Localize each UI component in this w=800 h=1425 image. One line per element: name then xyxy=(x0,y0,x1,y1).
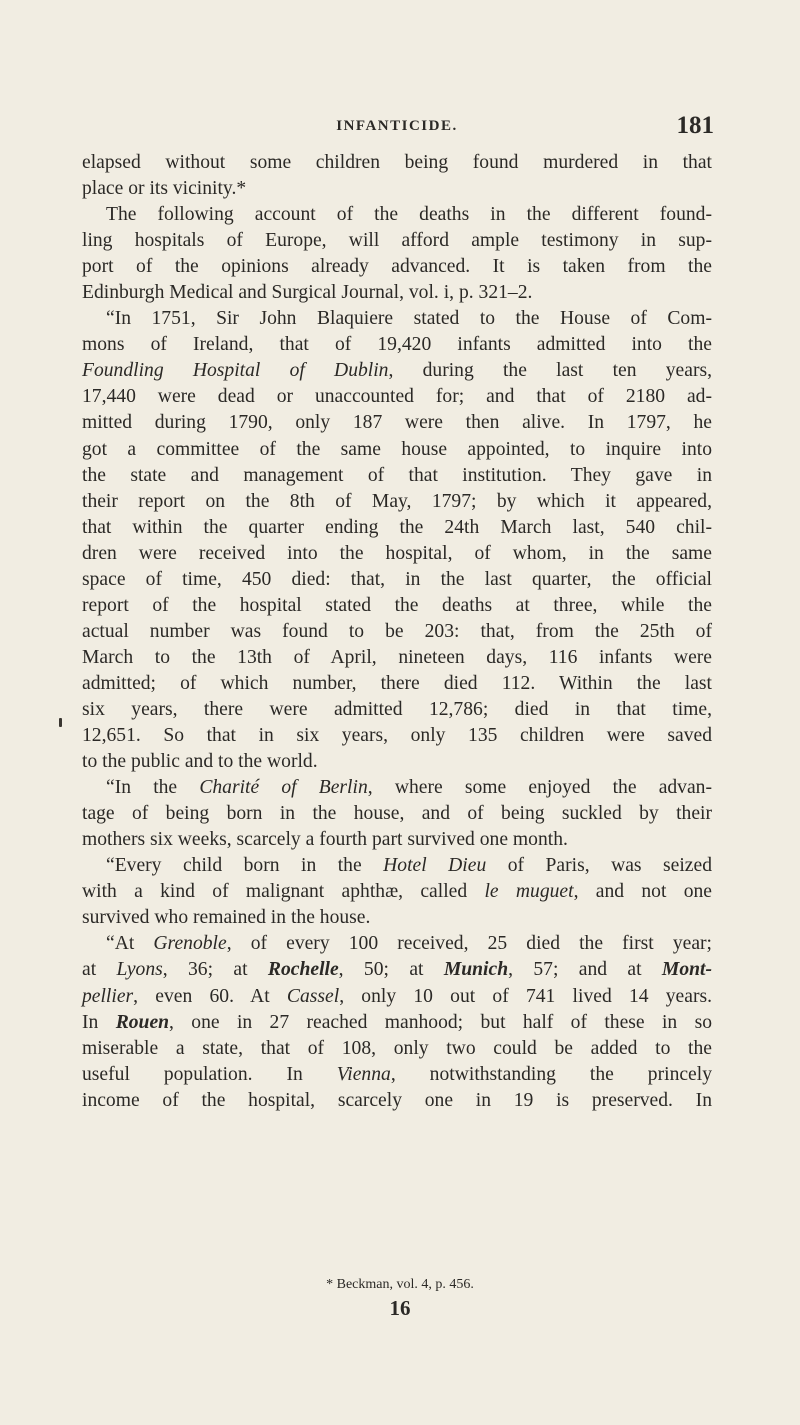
text-line xyxy=(82,228,712,254)
text-run: report of the hospital stated the deaths at three, while the xyxy=(82,594,712,616)
text-line xyxy=(82,306,712,332)
text-line xyxy=(82,905,712,931)
text-run: income of the hospital, scarcely one in 19 is preserved. In xyxy=(82,1089,712,1111)
text-run: “In 1751, Sir John Blaquiere stated to the House of Com- xyxy=(106,308,712,330)
italic-phrase: Vienna xyxy=(336,1063,391,1085)
italic-phrase: Grenoble xyxy=(153,933,227,955)
text-run: mons of Ireland, that of 19,420 infants admitted into the xyxy=(82,334,712,356)
italic-phrase: Foundling Hospital of Dublin xyxy=(82,360,389,382)
text-line xyxy=(82,1088,712,1114)
text-run: dren were received into the hospital, of whom, in the same xyxy=(82,542,712,564)
text-line xyxy=(82,176,712,202)
italic-phrase: Rochelle xyxy=(267,959,339,981)
text-run: useful population. In xyxy=(82,1063,337,1085)
text-run: at xyxy=(82,959,117,981)
text-line xyxy=(82,567,712,593)
italic-phrase: pellier xyxy=(82,985,134,1007)
text-line xyxy=(82,593,712,619)
margin-mark xyxy=(59,718,62,727)
text-line xyxy=(82,984,712,1010)
text-line xyxy=(82,202,712,228)
text-run: , even 60. At xyxy=(133,985,287,1007)
text-line xyxy=(82,489,712,515)
text-run: of Paris, was seized xyxy=(486,855,712,877)
text-line xyxy=(82,723,712,749)
text-run: got a committee of the same house appointed, to inquire into xyxy=(82,438,712,460)
text-run: 17,440 were dead or unaccounted for; and that of 2180 ad- xyxy=(82,386,712,408)
text-run: , where some enjoyed the advan- xyxy=(367,777,712,799)
text-run: March to the 13th of April, nineteen days, 116 infants were xyxy=(82,646,712,668)
text-line xyxy=(82,645,712,671)
text-run: , 57; and at xyxy=(508,959,662,981)
italic-phrase: Charité of Berlin xyxy=(199,777,368,799)
text-run: survived who remained in the house. xyxy=(82,907,371,929)
text-line xyxy=(82,463,712,489)
text-run: space of time, 450 died: that, in the last quarter, the official xyxy=(82,568,712,590)
signature-mark: 16 xyxy=(389,1296,411,1320)
text-line xyxy=(82,931,712,957)
text-run: , only 10 out of 741 lived 14 years. xyxy=(339,985,713,1007)
text-run: , during the last ten years, xyxy=(388,360,712,382)
text-run: to the public and to the world. xyxy=(82,751,318,773)
text-run: the state and management of that institution. They gave in xyxy=(82,464,712,486)
text-line xyxy=(82,775,712,801)
body-text xyxy=(82,150,712,1114)
text-line xyxy=(82,853,712,879)
text-line xyxy=(82,437,712,463)
text-run: six years, there were admitted 12,786; died in that time, xyxy=(82,698,712,720)
text-run: ling hospitals of Europe, will afford ample testimony in sup- xyxy=(82,230,712,252)
page-number: 181 xyxy=(676,112,714,139)
text-line xyxy=(82,1062,712,1088)
text-run: elapsed without some children being found murdered in that xyxy=(82,152,712,173)
text-line xyxy=(82,1010,712,1036)
text-line xyxy=(82,541,712,567)
text-run: place or its vicinity.* xyxy=(82,178,247,200)
text-line xyxy=(82,697,712,723)
running-title: INFANTICIDE. xyxy=(336,118,458,134)
text-run: miserable a state, that of 108, only two could be added to the xyxy=(82,1037,712,1059)
text-run: , 50; at xyxy=(338,959,444,981)
text-line xyxy=(82,358,712,384)
italic-phrase: Cassel xyxy=(286,985,340,1007)
text-line xyxy=(82,827,712,853)
text-run: 12,651. So that in six years, only 135 children were saved xyxy=(82,725,712,747)
text-run: that within the quarter ending the 24th March last, 540 chil- xyxy=(82,516,712,538)
text-line xyxy=(82,254,712,280)
text-line xyxy=(82,619,712,645)
text-run: tage of being born in the house, and of being suckled by their xyxy=(82,803,712,825)
text-run: , and not one xyxy=(573,881,712,903)
running-head xyxy=(82,112,712,138)
text-line xyxy=(82,515,712,541)
text-line xyxy=(82,410,712,436)
text-line xyxy=(82,384,712,410)
text-line xyxy=(82,671,712,697)
italic-phrase: Lyons xyxy=(116,959,163,981)
text-line xyxy=(82,879,712,905)
footnote: * Beckman, vol. 4, p. 456. xyxy=(326,1277,474,1292)
text-line xyxy=(82,150,712,176)
italic-phrase: Munich xyxy=(443,959,509,981)
text-line xyxy=(82,801,712,827)
italic-phrase: Hotel Dieu xyxy=(383,855,487,877)
text-line xyxy=(82,749,712,775)
text-line xyxy=(82,332,712,358)
text-run: admitted; of which number, there died 112. Within the last xyxy=(82,672,712,694)
text-run: “Every child born in the xyxy=(106,855,384,877)
text-run: The following account of the deaths in the different found- xyxy=(106,204,712,226)
text-run: , one in 27 reached manhood; but half of these in so xyxy=(169,1011,712,1033)
text-run: “At xyxy=(106,933,154,955)
text-run: In xyxy=(82,1011,116,1033)
text-run: with a kind of malignant aphthæ, called xyxy=(82,881,485,903)
italic-phrase: le muguet xyxy=(484,881,574,903)
text-run: their report on the 8th of May, 1797; by which it appeared, xyxy=(82,490,712,512)
text-line xyxy=(82,280,712,306)
text-run: mitted during 1790, only 187 were then alive. In 1797, he xyxy=(82,412,712,434)
italic-phrase: Rouen xyxy=(115,1011,170,1033)
text-line xyxy=(82,957,712,983)
italic-phrase: Mont- xyxy=(661,959,713,981)
text-run: mothers six weeks, scarcely a fourth part survived one month. xyxy=(82,829,568,851)
text-run: , notwithstanding the princely xyxy=(390,1063,712,1085)
text-run: port of the opinions already advanced. It is taken from the xyxy=(82,256,712,278)
text-run: , of every 100 received, 25 died the first year; xyxy=(226,933,712,955)
text-run: actual number was found to be 203: that, from the 25th of xyxy=(82,620,712,642)
text-run: , 36; at xyxy=(162,959,268,981)
text-run: “In the xyxy=(106,777,200,799)
text-line xyxy=(82,1036,712,1062)
text-run: Edinburgh Medical and Surgical Journal, vol. i, p. 321–2. xyxy=(82,282,533,304)
